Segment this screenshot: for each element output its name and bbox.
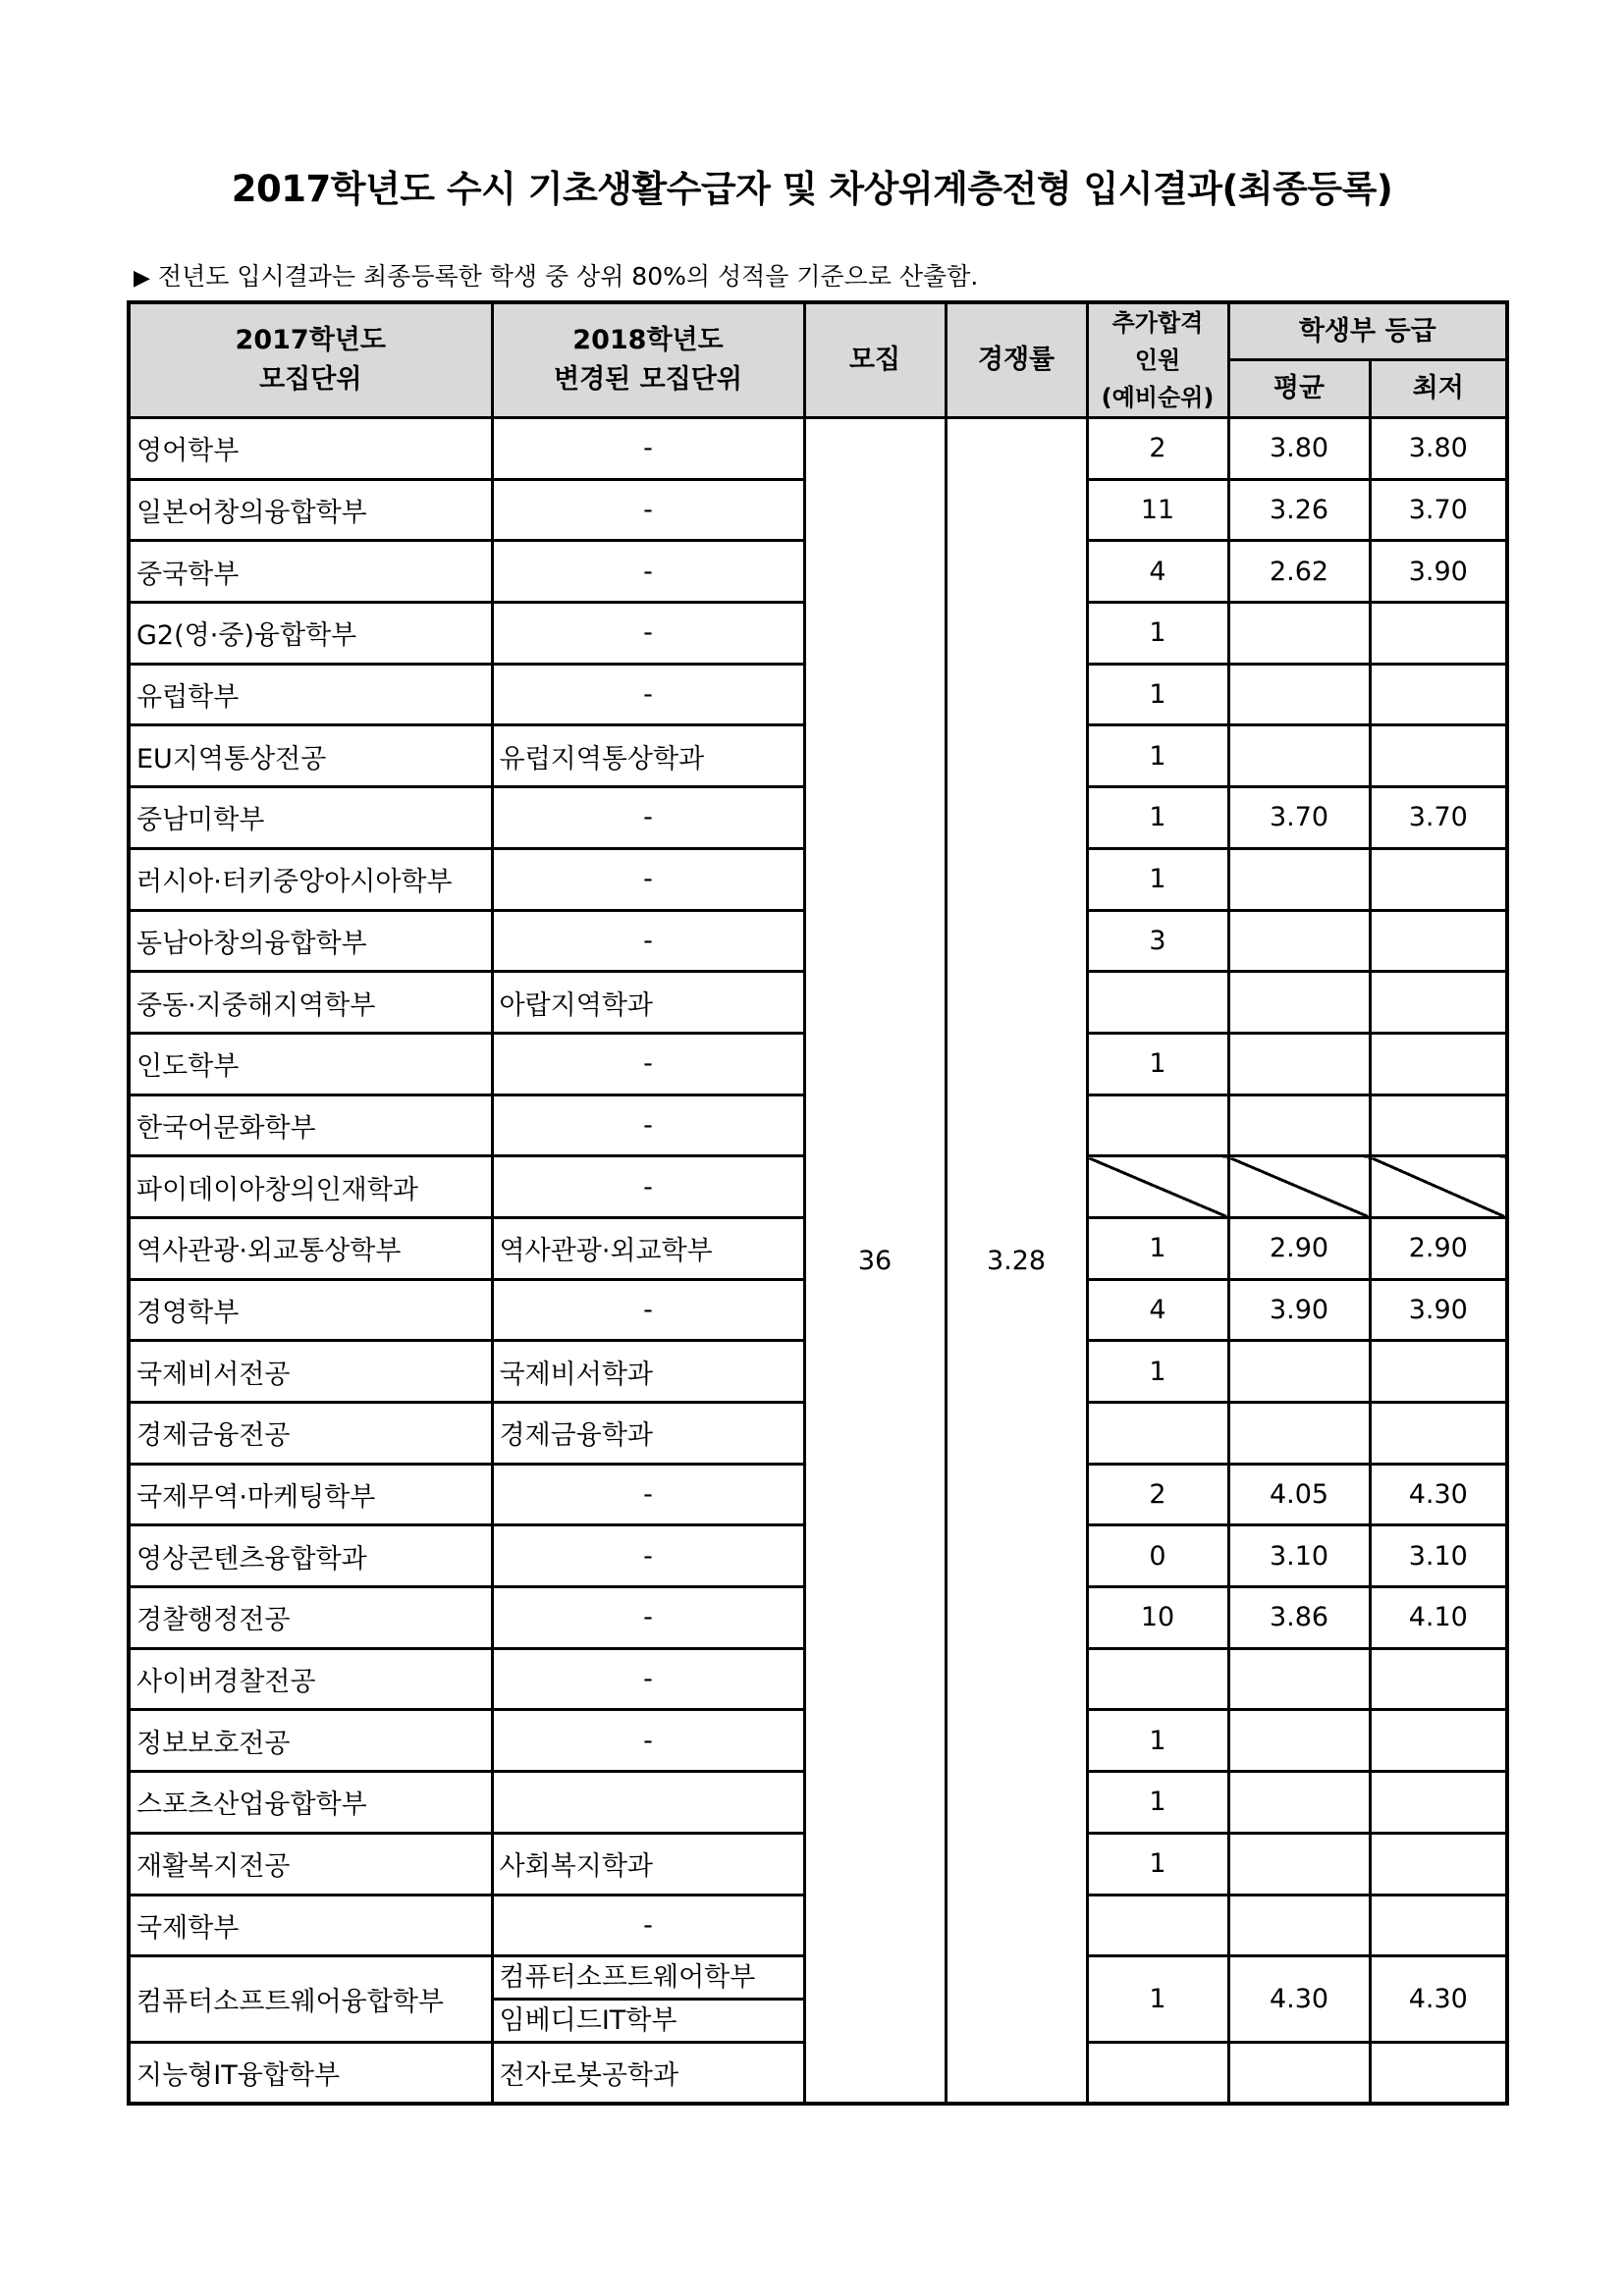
table-row [129, 418, 1507, 480]
extra-cell [1087, 1403, 1228, 1465]
unit-cell: 컴퓨터소프트웨어융합학부 [129, 1956, 492, 2043]
header-recruit: 모집 [804, 302, 946, 418]
extra-cell [1087, 2043, 1228, 2105]
unit-cell: 중동·지중해지역학부 [129, 972, 492, 1034]
min-cell [1370, 1895, 1507, 1956]
min-cell [1370, 1710, 1507, 1772]
min-cell [1370, 725, 1507, 787]
change-cell: - [492, 1525, 804, 1587]
extra-cell: 1 [1087, 664, 1228, 725]
min-cell [1370, 1833, 1507, 1895]
unit-cell: 국제무역·마케팅학부 [129, 1464, 492, 1525]
min-cell [1370, 1341, 1507, 1403]
unit-cell: EU지역통상전공 [129, 725, 492, 787]
avg-cell [1228, 1341, 1370, 1403]
avg-cell [1228, 1648, 1370, 1710]
change-cell: - [492, 910, 804, 972]
unit-cell: 지능형IT융합학부 [129, 2043, 492, 2105]
extra-cell: 1 [1087, 848, 1228, 910]
extra-cell: 11 [1087, 479, 1228, 541]
change-cell: - [492, 664, 804, 725]
min-cell: 3.90 [1370, 1279, 1507, 1341]
avg-cell [1228, 910, 1370, 972]
change-cell: - [492, 1895, 804, 1956]
avg-cell [1228, 1772, 1370, 1834]
not-applicable-slash [1228, 1156, 1370, 1218]
change-cell [492, 1772, 804, 1834]
change-cell: - [492, 479, 804, 541]
unit-cell: 경찰행정전공 [129, 1587, 492, 1649]
change-cell: - [492, 1095, 804, 1156]
unit-cell: 경제금융전공 [129, 1403, 492, 1465]
min-cell: 4.30 [1370, 1464, 1507, 1525]
not-applicable-slash [1370, 1156, 1507, 1218]
avg-cell [1228, 725, 1370, 787]
min-cell: 2.90 [1370, 1217, 1507, 1279]
min-cell: 4.10 [1370, 1587, 1507, 1649]
min-cell [1370, 848, 1507, 910]
note-text: 전년도 입시결과는 최종등록한 학생 중 상위 80%의 성적을 기준으로 산출함. [157, 262, 979, 291]
min-cell [1370, 1403, 1507, 1465]
extra-cell: 1 [1087, 1217, 1228, 1279]
avg-cell: 3.90 [1228, 1279, 1370, 1341]
change-cell: 컴퓨터소프트웨어학부 [492, 1956, 804, 2000]
extra-cell: 2 [1087, 1464, 1228, 1525]
change-cell: 유럽지역통상학과 [492, 725, 804, 787]
avg-cell [1228, 1095, 1370, 1156]
change-cell: - [492, 1710, 804, 1772]
avg-cell [1228, 1710, 1370, 1772]
min-cell [1370, 664, 1507, 725]
extra-cell: 2 [1087, 418, 1228, 480]
unit-cell: 일본어창의융합학부 [129, 479, 492, 541]
avg-cell [1228, 1033, 1370, 1095]
unit-cell: 영어학부 [129, 418, 492, 480]
extra-cell [1087, 972, 1228, 1034]
change-cell: 전자로봇공학과 [492, 2043, 804, 2105]
header-extra-admission: 추가합격 인원 (예비순위) [1087, 302, 1228, 418]
unit-cell: 재활복지전공 [129, 1833, 492, 1895]
unit-cell: 동남아창의융합학부 [129, 910, 492, 972]
header-unit-2017: 2017학년도 모집단위 [129, 302, 492, 418]
unit-cell: 러시아·터키중앙아시아학부 [129, 848, 492, 910]
min-cell: 4.30 [1370, 1956, 1507, 2043]
unit-cell: 정보보호전공 [129, 1710, 492, 1772]
extra-cell: 1 [1087, 1956, 1228, 2043]
unit-cell: 경영학부 [129, 1279, 492, 1341]
extra-cell: 0 [1087, 1525, 1228, 1587]
change-cell: 경제금융학과 [492, 1403, 804, 1465]
change-cell: - [492, 1587, 804, 1649]
min-cell [1370, 1772, 1507, 1834]
unit-cell: 스포츠산업융합학부 [129, 1772, 492, 1834]
change-cell: - [492, 787, 804, 849]
extra-cell: 1 [1087, 1833, 1228, 1895]
avg-cell [1228, 603, 1370, 665]
change-cell: 역사관광·외교학부 [492, 1217, 804, 1279]
change-cell: - [492, 1648, 804, 1710]
change-cell: - [492, 1464, 804, 1525]
change-cell: - [492, 603, 804, 665]
avg-cell: 2.62 [1228, 541, 1370, 603]
page-title: 2017학년도 수시 기초생활수급자 및 차상위계층전형 입시결과(최종등록) [231, 168, 1393, 210]
min-cell: 3.80 [1370, 418, 1507, 480]
unit-cell: 사이버경찰전공 [129, 1648, 492, 1710]
unit-cell: 역사관광·외교통상학부 [129, 1217, 492, 1279]
header-avg: 평균 [1228, 360, 1370, 418]
extra-cell: 1 [1087, 1772, 1228, 1834]
extra-cell: 10 [1087, 1587, 1228, 1649]
unit-cell: 중국학부 [129, 541, 492, 603]
min-cell [1370, 1648, 1507, 1710]
results-table [127, 300, 1509, 2106]
unit-cell: 국제학부 [129, 1895, 492, 1956]
min-cell [1370, 1095, 1507, 1156]
not-applicable-slash [1087, 1156, 1228, 1218]
avg-cell: 4.30 [1228, 1956, 1370, 2043]
extra-cell: 1 [1087, 1341, 1228, 1403]
avg-cell [1228, 848, 1370, 910]
header-grade: 학생부 등급 [1228, 302, 1507, 360]
min-cell: 3.70 [1370, 787, 1507, 849]
change-cell: 국제비서학과 [492, 1341, 804, 1403]
min-cell [1370, 1033, 1507, 1095]
min-cell: 3.70 [1370, 479, 1507, 541]
unit-cell: 인도학부 [129, 1033, 492, 1095]
unit-cell: 영상콘텐츠융합학과 [129, 1525, 492, 1587]
header-competition: 경쟁률 [946, 302, 1087, 418]
extra-cell: 1 [1087, 787, 1228, 849]
change-cell: - [492, 848, 804, 910]
min-cell: 3.10 [1370, 1525, 1507, 1587]
change-cell: - [492, 1279, 804, 1341]
extra-cell [1087, 1095, 1228, 1156]
unit-cell: G2(영·중)융합학부 [129, 603, 492, 665]
avg-cell: 3.10 [1228, 1525, 1370, 1587]
change-cell: 아랍지역학과 [492, 972, 804, 1034]
competition-cell: 3.28 [946, 418, 1087, 2105]
avg-cell: 2.90 [1228, 1217, 1370, 1279]
min-cell [1370, 972, 1507, 1034]
avg-cell [1228, 972, 1370, 1034]
avg-cell: 3.26 [1228, 479, 1370, 541]
unit-cell: 중남미학부 [129, 787, 492, 849]
avg-cell [1228, 1833, 1370, 1895]
change-cell: - [492, 418, 804, 480]
extra-cell: 1 [1087, 725, 1228, 787]
avg-cell: 4.05 [1228, 1464, 1370, 1525]
unit-cell: 한국어문화학부 [129, 1095, 492, 1156]
unit-cell: 유럽학부 [129, 664, 492, 725]
extra-cell: 3 [1087, 910, 1228, 972]
min-cell [1370, 2043, 1507, 2105]
recruit-cell: 36 [804, 418, 946, 2105]
note [134, 257, 978, 293]
extra-cell: 4 [1087, 541, 1228, 603]
change-cell: 사회복지학과 [492, 1833, 804, 1895]
change-cell: 임베디드IT학부 [492, 2000, 804, 2043]
triangle-marker-icon: ▶ [134, 266, 150, 291]
header-unit-2018: 2018학년도 변경된 모집단위 [492, 302, 804, 418]
header-min: 최저 [1370, 360, 1507, 418]
avg-cell: 3.70 [1228, 787, 1370, 849]
change-cell: - [492, 541, 804, 603]
extra-cell: 1 [1087, 603, 1228, 665]
extra-cell: 1 [1087, 1033, 1228, 1095]
change-cell: - [492, 1033, 804, 1095]
avg-cell: 3.86 [1228, 1587, 1370, 1649]
extra-cell [1087, 1648, 1228, 1710]
avg-cell [1228, 1895, 1370, 1956]
avg-cell [1228, 1403, 1370, 1465]
min-cell [1370, 603, 1507, 665]
extra-cell [1087, 1895, 1228, 1956]
extra-cell: 4 [1087, 1279, 1228, 1341]
avg-cell: 3.80 [1228, 418, 1370, 480]
min-cell [1370, 910, 1507, 972]
unit-cell: 국제비서전공 [129, 1341, 492, 1403]
extra-cell: 1 [1087, 1710, 1228, 1772]
unit-cell: 파이데이아창의인재학과 [129, 1156, 492, 1218]
avg-cell [1228, 2043, 1370, 2105]
min-cell: 3.90 [1370, 541, 1507, 603]
change-cell: - [492, 1156, 804, 1218]
avg-cell [1228, 664, 1370, 725]
